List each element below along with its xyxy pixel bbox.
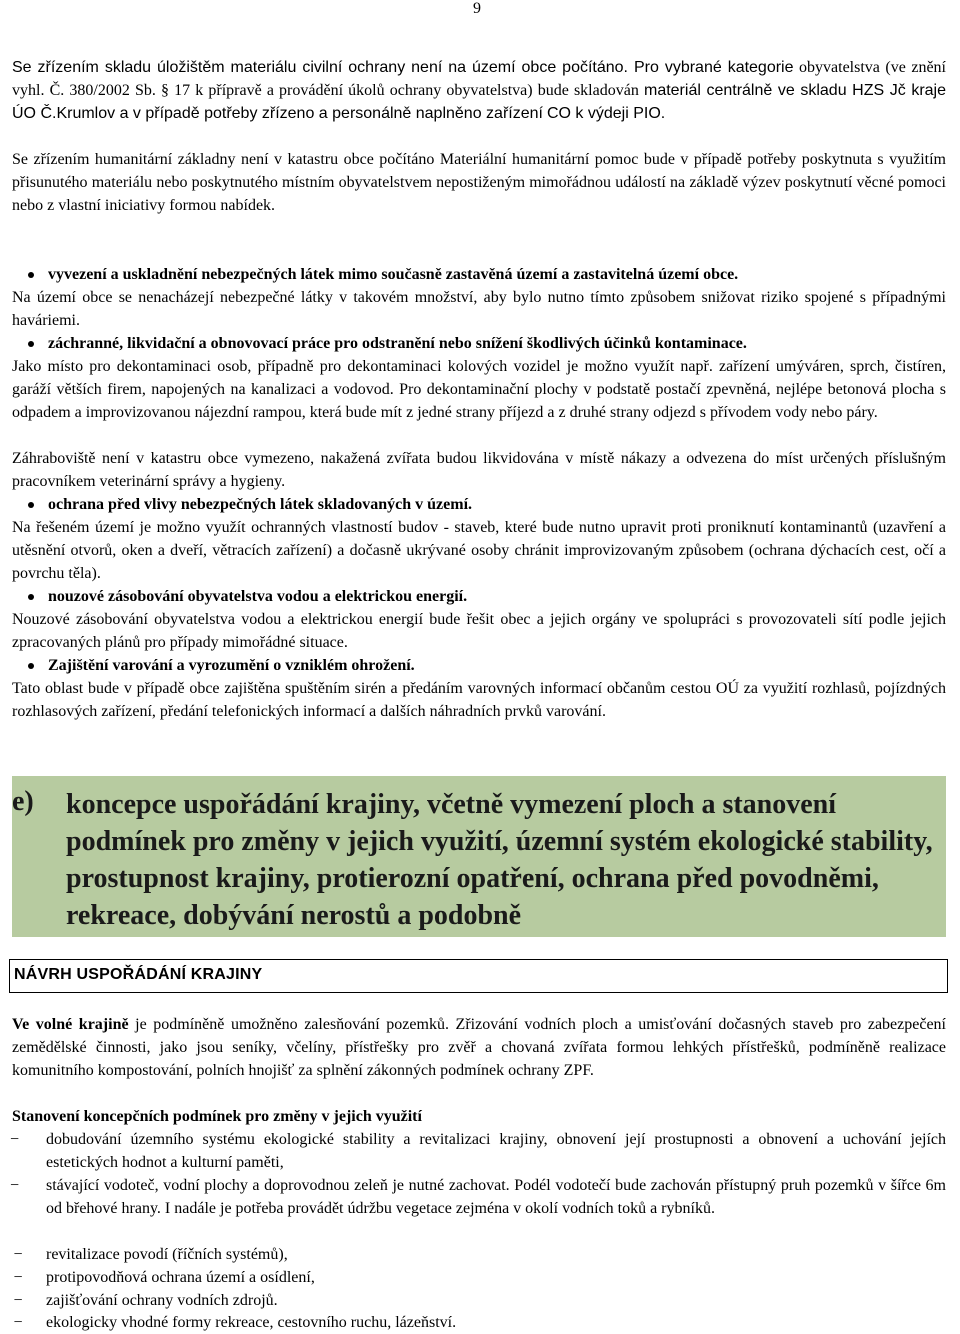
list-item [13,1266,946,1289]
bullet-decontamination [48,332,946,355]
paragraph-line: materiál centrálně ve skladu HZS Jč kraje ÚO Č.Krumlov a v případě potřeby zřízeno a personálně naplněno zařízení [12,82,947,122]
bullet-emergency-supply [48,585,946,608]
subheading-box [9,959,948,993]
bullet-icon [28,594,34,600]
bullet-hazardous-storage [48,263,946,286]
bullet-icon [28,502,34,508]
conditions-heading: Stanovení koncepčních podmínek pro změny v jejich využití [12,1108,422,1125]
paragraph-rest: je podmíněně umožněno zalesňování pozemků. Zřizování vodních ploch a umisťování dočasných staveb pro zabezpečení zemědělské činnosti, jako jsou seníky, včelíny, přístřešky pro zvěř a chovaná zvířata formou lehkých přístřešků, podmíněně realizace komunitního kompostování, polních hnojišť za splnění zákonných podmínek ochrany ZPF. [12,1016,946,1079]
list-item [10,1174,946,1220]
bullet-text: záchranné, likvidační a obnovovací práce pro odstranění nebo snížení škodlivých účinků kontaminace. [48,335,747,352]
list-item-text: dobudování územního systému ekologické stability a revitalizaci krajiny, obnovení její prostupnosti a obnovení a uchování jejích estetických hodnot a kulturní paměti, [46,1131,946,1171]
list-item-text: ekologicky vhodné formy rekreace, cestovního ruchu, lázeňství. [46,1314,457,1331]
bullet-icon [28,663,34,669]
section-title: koncepce uspořádání krajiny, včetně vymezení ploch a stanovení podmínek pro změny v jejich využití, územní systém ekologické stability, prostupnost krajiny, protierozní opatření, ochrana před povodněmi, rekreace, dobývání nerostů a podobně [66,789,933,931]
page-number: 9 [473,0,481,17]
list-item-text: revitalizace povodí (říčních systémů), [46,1246,288,1263]
bullet-warning [48,654,946,677]
bullet-text: ochrana před vlivy nebezpečných látek skladovaných v území. [48,496,473,513]
bullet-icon [28,341,34,347]
paragraph-humanitarian-base: Se zřízením humanitární základny není v katastru obce počítáno Materiální humanitární pomoc bude v případě potřeby poskytnuta s využitím přisunutého materiálu nebo poskytnutého místním obyvatelstvem nepostiženým mimořádnou událostí na základě výzev poskytnutí věcné pomoci nebo z vlastní iniciativy formou nabídek. [12,151,946,214]
paragraph-open-landscape [12,1013,946,1082]
dash-icon: − [10,1177,20,1194]
paragraph-line: CO k výdeji PIO. [546,105,666,122]
list-item [13,1289,946,1312]
bullet-protection-hazardous [48,493,946,516]
list-item-text: protipovodňová ochrana území a osídlení, [46,1269,315,1286]
dash-icon: − [13,1292,23,1309]
paragraph-line: obyvatelstva (ve znění vyhl. Č. 380/2002 Sb. § 17 k přípravě a provádění úkolů ochrany obyvatelstva) bude skladován [12,59,946,99]
list-item-text: zajišťování ochrany vodních zdrojů. [46,1292,278,1309]
paragraph-shelter: Na řešeném území je možno využít ochranných vlastností budov - staveb, které bude nutno upravit proti proniknutí kontaminantů (uzavření a utěsnění otvorů, oken a dveří, větracích zařízení) a dočasně ukrývané osoby chránit improvizovaným způsobem (ochrana dýchacích cest, očí a povrchu těla). [12,519,946,582]
paragraph-line: Se zřízením skladu úložištěm materiálu civilní ochrany není na území obce počítáno. Pro vybrané kategorie [12,59,794,76]
dash-icon: − [10,1131,20,1148]
paragraph-hazardous-substances: Na území obce se nenacházejí nebezpečné látky v takovém množství, aby bylo nutno tímto způsobem snižovat riziko spojené s případnými haváriemi. [12,289,946,329]
dash-icon: − [13,1269,23,1286]
paragraph-civil-protection-storage [12,56,946,125]
subheading-title: NÁVRH USPOŘÁDÁNÍ KRAJINY [14,966,263,983]
bullet-icon [28,272,34,278]
list-item [10,1128,946,1174]
dash-icon: − [13,1314,23,1331]
section-heading-band [12,776,946,937]
bullet-text: nouzové zásobování obyvatelstva vodou a elektrickou energií. [48,588,468,605]
list-item [13,1311,946,1334]
bullet-text: Zajištění varování a vyrozumění o vzniklém ohrožení. [48,657,415,674]
paragraph-emergency-supply: Nouzové zásobování obyvatelstva vodou a elektrickou energií bude řešit obec a jejich orgány ve spolupráci s provozovateli sítí podle jejich zpracovaných plánů pro případy mimořádné situace. [12,611,946,651]
paragraph-lead: Ve volné krajině [12,1016,129,1033]
section-letter: e) [12,786,34,817]
paragraph-carcass-burial: Záhraboviště není v katastru obce vymezeno, nakažená zvířata budou likvidována v místě nákazy a odvezena do míst určených příslušným pracovníkem veterinární správy a hygieny. [12,450,946,490]
list-item [13,1243,946,1266]
list-item-text: stávající vodoteč, vodní plochy a doprovodnou zeleň je nutné zachovat. Podél vodotečí bude zachován přístupný pruh pozemků v šířce 6m od břehové hrany. I nadále je potřeba provádět údržbu vegetace zejména v okolí vodních toků a rybníků. [46,1177,946,1217]
dash-icon: − [13,1246,23,1263]
bullet-text: vyvezení a uskladnění nebezpečných látek mimo současně zastavěná území a zastavitelná území obce. [48,266,739,283]
paragraph-warning: Tato oblast bude v případě obce zajištěna spuštěním sirén a předáním varovných informací občanům cestou OÚ za využití rozhlasů, pojízdných rozhlasových zařízení, předání telefonických informací a dalších náhradních prvků varování. [12,680,946,720]
paragraph-decontamination-site: Jako místo pro dekontaminaci osob, případně pro dekontaminaci kolových vozidel je možno využít např. zařízení umýváren, sprch, čistíren, garáží větších firem, napojených na kanalizaci a vodovod. Pro dekontaminační plochy v podstatě postačí zpevněná, nejlépe betonová plocha s odpadem a improvizovanou nájezdní rampou, která bude mít z jedné strany příjezd a z druhé strany odjezd s přívodem vody nebo páry. [12,358,946,421]
